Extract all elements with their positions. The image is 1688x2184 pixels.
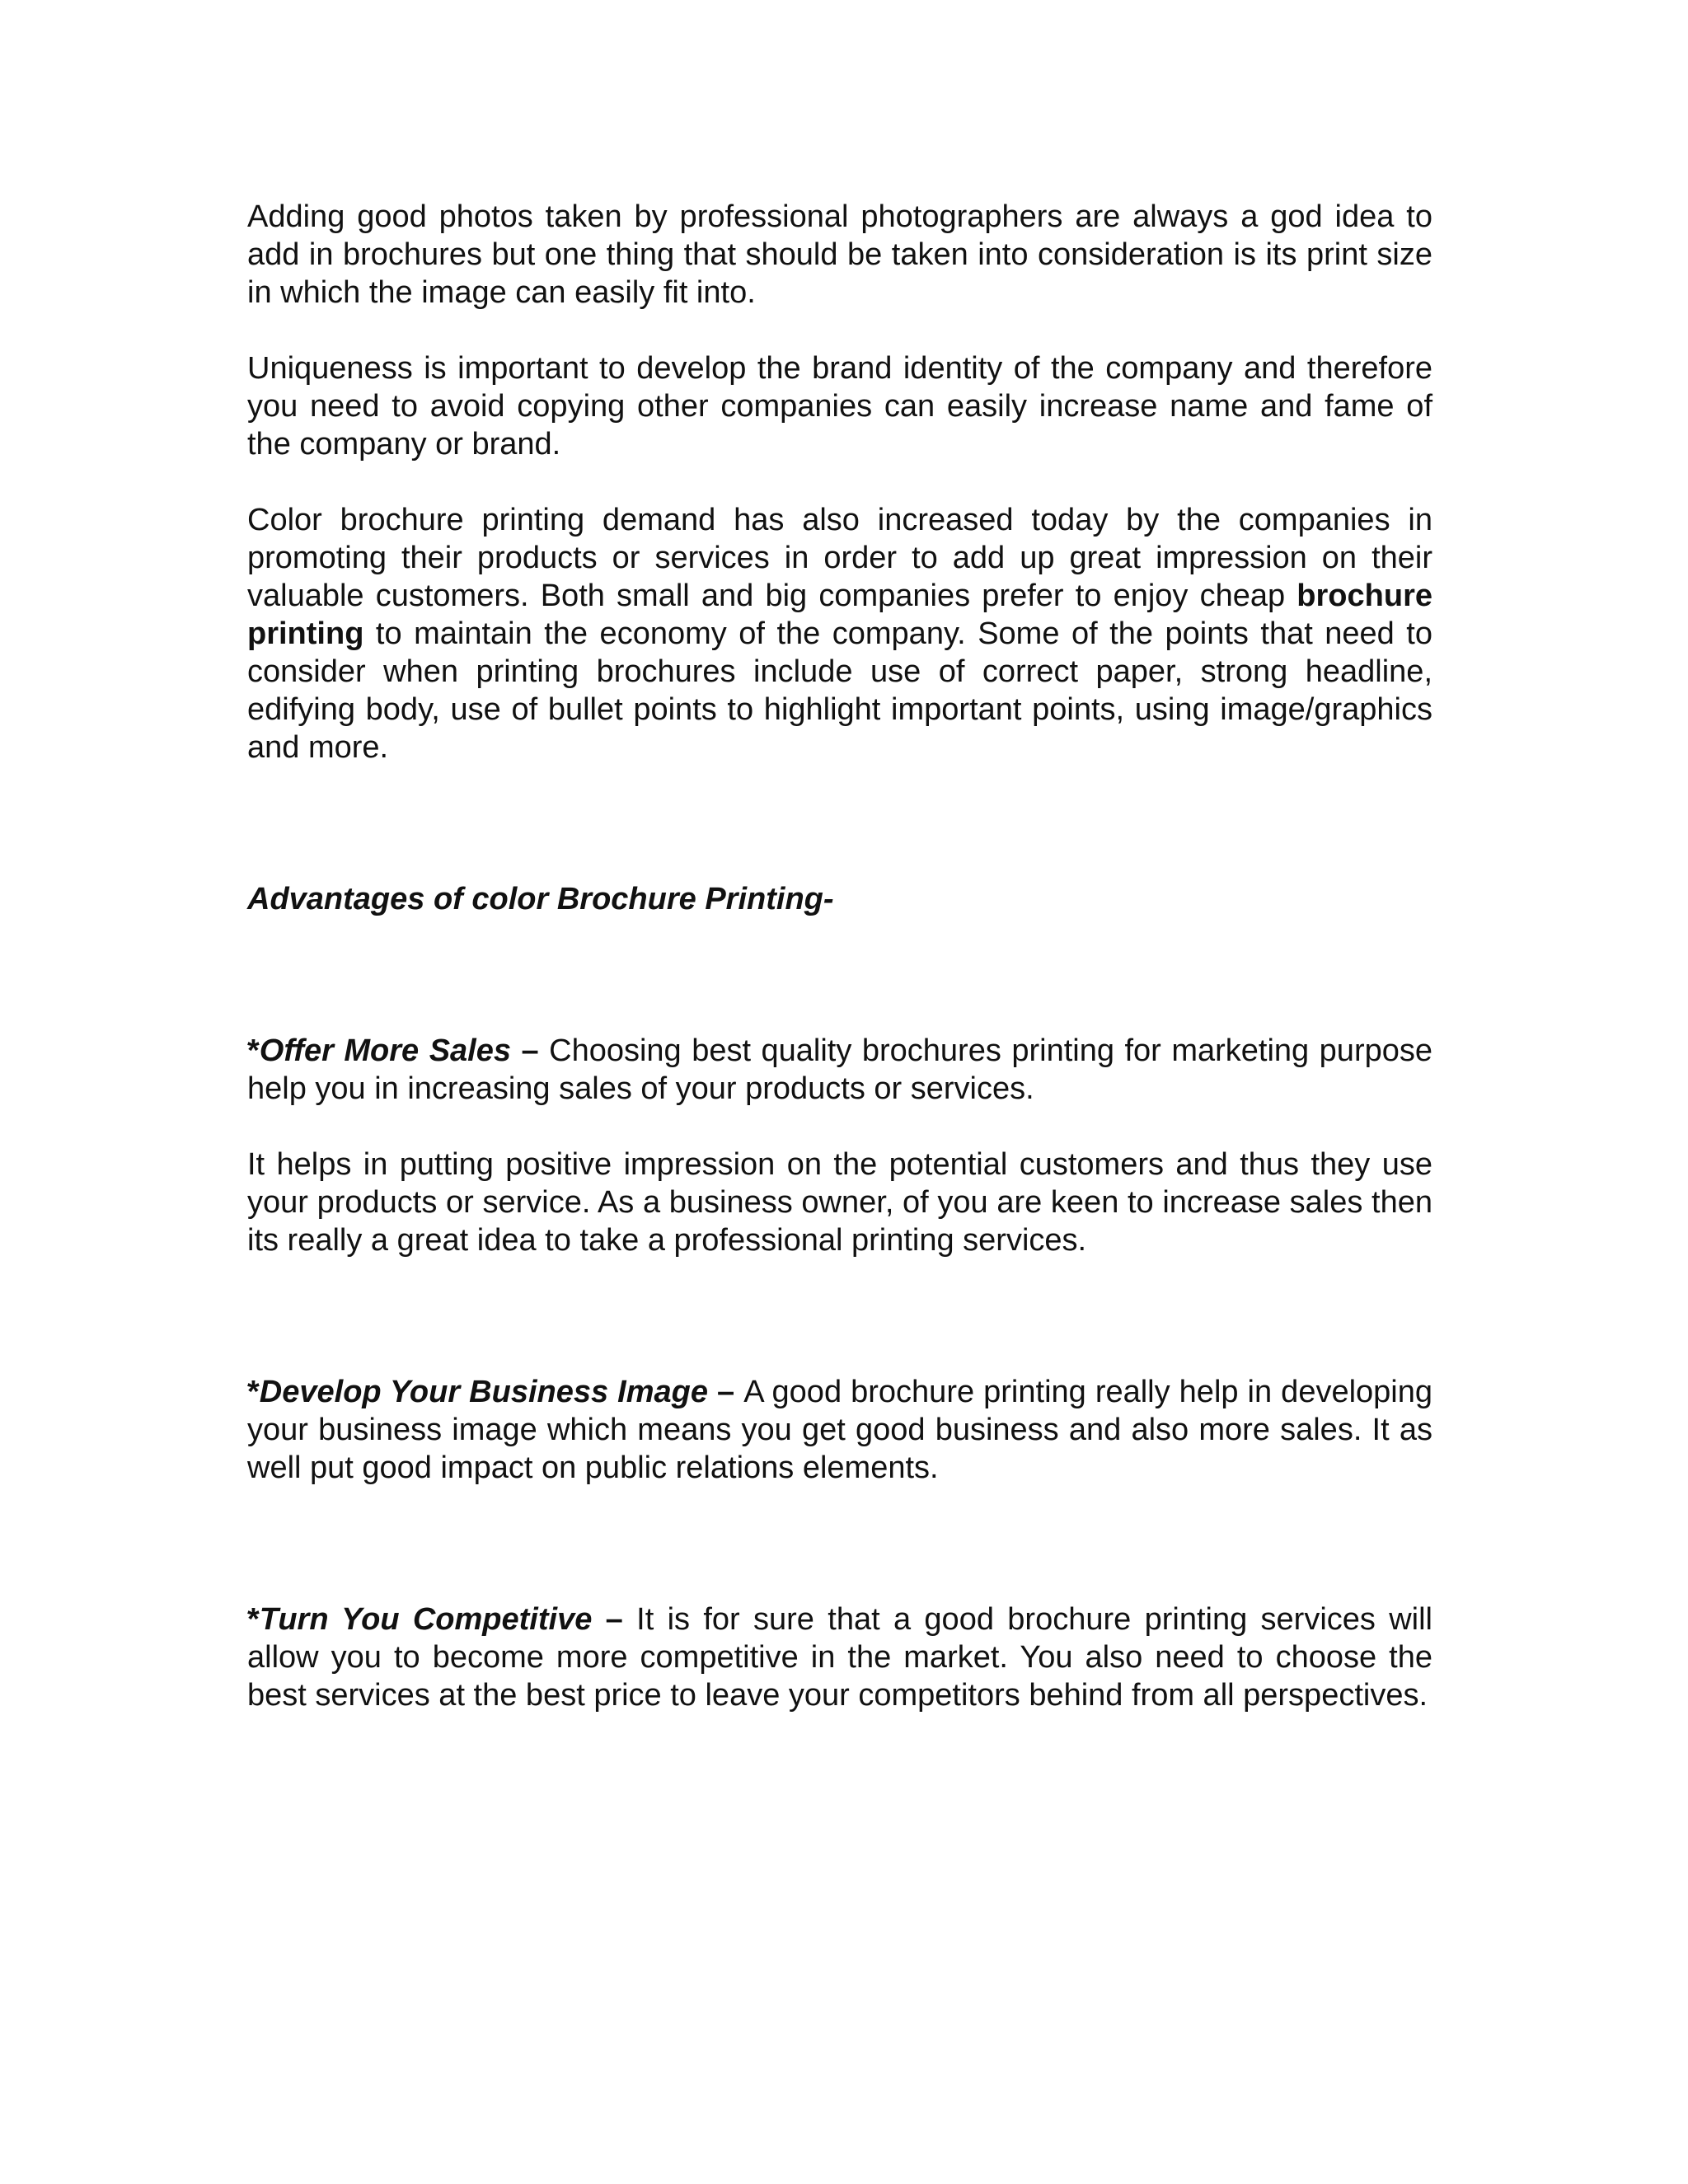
paragraph-color-printing-tail: to maintain the economy of the company. Some of the points that need to consider when printing brochures include use of correct paper, strong headline, edifying body, use of bullet points to highlight important points, using image/graphics and more. [247,616,1432,765]
bold-phrase-brochure-printing: brochure printing [247,579,1432,651]
paragraph-positive-impression: It helps in putting positive impression on the potential customers and thus they use your products or service. As a business owner, of you are keen to increase sales then its really a great idea to take a professional printing services. [247,1147,1432,1258]
spacer [247,1487,1432,1601]
document-body [247,198,1432,1714]
paragraph-color-printing [247,501,1432,766]
advantage-turn-competitive [247,1601,1432,1714]
advantage-develop-business-image [247,1373,1432,1487]
bullet-star: * [247,1375,260,1409]
advantage-text: It is for sure that a good brochure printing services will allow you to become more competitive in the market. You also need to choose the best services at the best price to leave your competitors behind from all perspectives. [247,1602,1433,1713]
advantage-offer-more-sales [247,1032,1432,1108]
paragraph-photos: Adding good photos taken by professional photographers are always a god idea to add in brochures but one thing that should be taken into consideration is its print size in which the image can easily fit into. [247,199,1432,310]
spacer [247,766,1432,880]
bullet-star: * [247,1033,260,1068]
spacer [247,463,1432,501]
spacer [247,1108,1432,1146]
spacer [247,918,1432,1032]
advantage-dash: – [592,1602,637,1637]
paragraph-uniqueness: Uniqueness is important to develop the brand identity of the company and therefore you need to avoid copying other companies can easily increase name and fame of the company or brand. [247,351,1432,462]
advantage-title: Offer More Sales [259,1033,511,1068]
advantage-title: Develop Your Business Image [259,1375,709,1409]
advantage-dash: – [511,1033,550,1068]
spacer [247,1259,1432,1373]
spacer [247,312,1432,349]
advantage-text: A good brochure printing really help in developing your business image which means you get good business and also more sales. It as well put good impact on public relations elements. [247,1375,1433,1485]
bullet-star: * [247,1602,260,1637]
advantage-text: Choosing best quality brochures printing for marketing purpose help you in increasing sales of your products or services. [247,1033,1433,1106]
advantage-dash: – [708,1375,744,1409]
section-heading: Advantages of color Brochure Printing- [247,882,834,916]
advantage-title: Turn You Competitive [259,1602,593,1637]
paragraph-color-printing-lead: Color brochure printing demand has also increased today by the companies in promoting their products or services in order to add up great impression on their valuable customers. Both small and big companies prefer to enjoy cheap [247,503,1432,613]
